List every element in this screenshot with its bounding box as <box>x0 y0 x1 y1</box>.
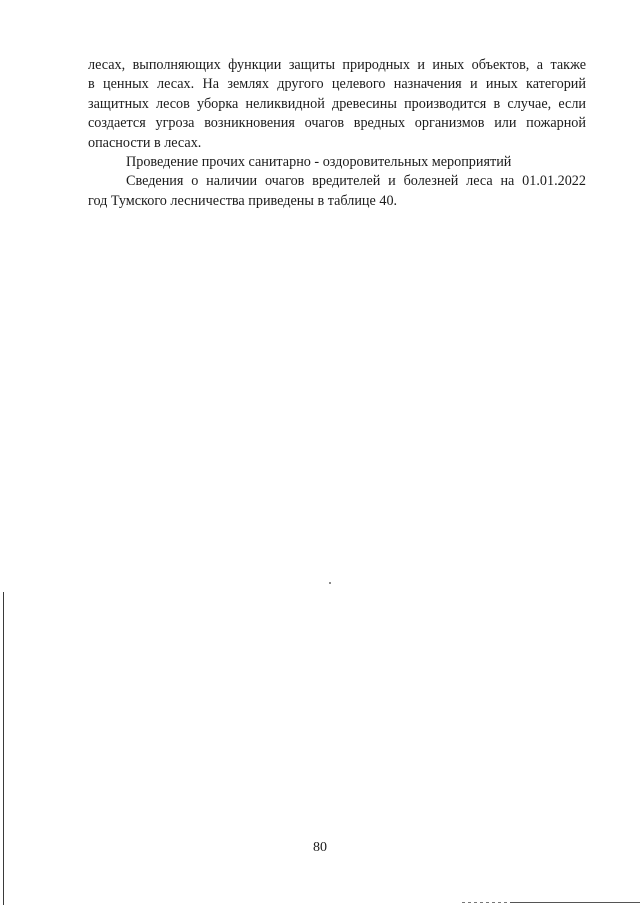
section-heading: Проведение прочих санитарно - оздоровительных мероприятий <box>126 153 512 170</box>
text-line: лесах, выполняющих функции защиты природных и иных объектов, а также <box>88 57 586 73</box>
scan-bottom-line <box>510 902 640 903</box>
text-line: опасности в лесах. <box>88 134 202 151</box>
text-line: год Тумского лесничества приведены в таблице 40. <box>88 192 398 209</box>
text-line: защитных лесов уборка неликвидной древесины производится в случае, если <box>88 95 586 112</box>
text-line: Сведения о наличии очагов вредителей и болезней леса на 01.01.2022 <box>126 173 586 190</box>
scan-bottom-dots <box>462 902 508 903</box>
section-heading-paragraph <box>88 153 586 172</box>
body-text <box>88 56 586 211</box>
paragraph-protective-forests <box>88 56 586 153</box>
paragraph-pest-foci <box>88 172 586 211</box>
page-number: 80 <box>313 840 327 855</box>
scan-margin-line <box>3 592 4 905</box>
scan-speck <box>329 582 331 584</box>
text-line: создается угроза возникновения очагов вредных организмов или пожарной <box>88 115 586 132</box>
text-line: в ценных лесах. На землях другого целевого назначения и иных категорий <box>88 76 586 93</box>
